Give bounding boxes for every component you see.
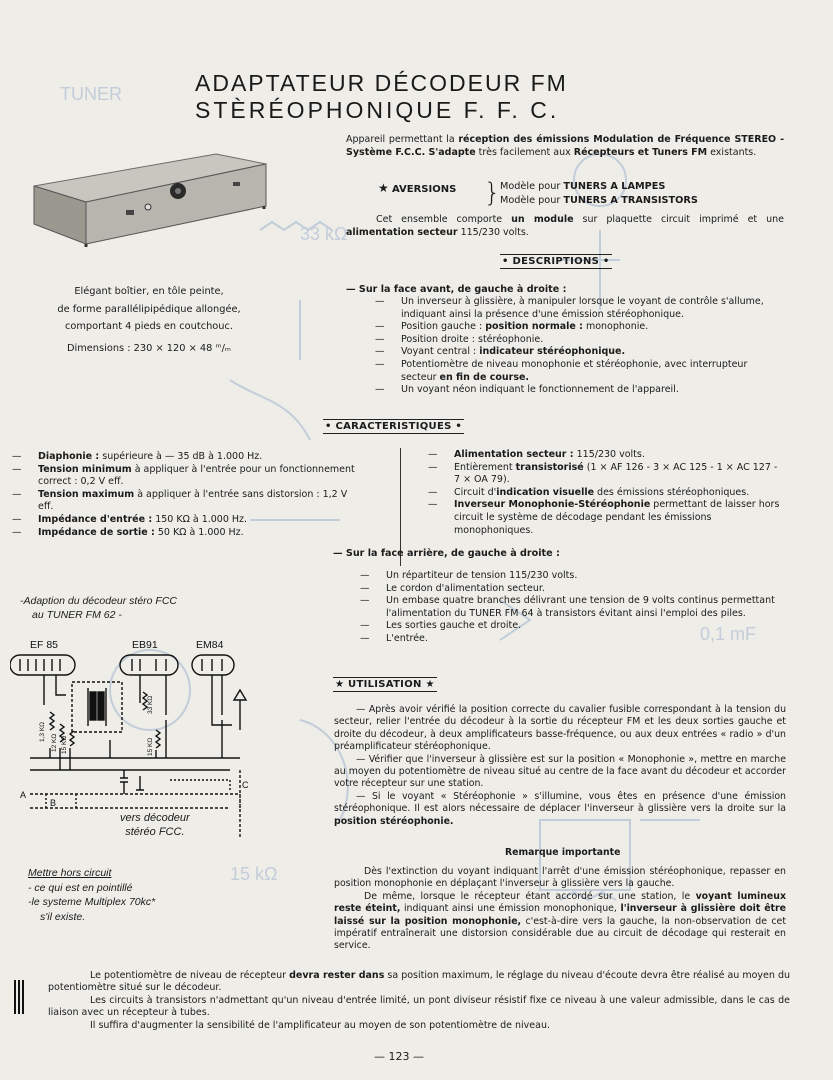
paragraph: — Si le voyant « Stéréophonie » s'illumine, vous êtes en présence d'une émission stéréophonique. Il est alors nécessaire de déplacer l'inverseur à glissière vers la droite sur la position stéréophonie.	[334, 790, 786, 827]
schematic-title-line: -Adaption du décodeur stéro FCC	[20, 595, 178, 607]
model-list	[500, 180, 698, 208]
spec-bold: Tension minimum	[38, 463, 132, 475]
spec-text: permettant de laisser hors circuit le système de décodage pendant les émissions monophoniques.	[454, 499, 780, 536]
remarque-title: Remarque importante	[505, 847, 621, 858]
caption-dimensions: Dimensions : 230 × 120 × 48 ᵐ/ₘ	[66, 342, 232, 354]
list-item	[375, 334, 785, 347]
ensemble-text: sur plaquette circuit imprimé et une	[573, 214, 784, 225]
spec-text: supérieure à — 35 dB à 1.000 Hz.	[99, 451, 263, 462]
paragraph-text: indiquant ainsi une émission monophonique,	[400, 903, 621, 915]
spec-text: Entièrement	[454, 461, 516, 473]
spec-text: 150 KΩ à 1.000 Hz.	[152, 513, 248, 525]
paragraph: — Après avoir vérifié la position correcte du cavalier fusible correspondant à la tension du secteur, relier l'entrée du décodeur à la sortie du récepteur FM et les deux sorties gauche et droite du décodeur, à deux amplificateurs basse-fréquence, ou aux deux entrées « radio » d'un préamplificateur stéréophonique.	[334, 704, 787, 753]
spec-bold: transistorisé	[515, 461, 584, 473]
resistor-label: 1,3 KΩ	[39, 721, 46, 742]
paragraph-bold: l'inverseur à glissière doit être laissé sur la position monophonie,	[334, 903, 787, 927]
spec-text: des émissions stéréophoniques.	[594, 486, 750, 498]
ensemble-text: Cet ensemble comporte	[376, 214, 512, 225]
list-item	[375, 296, 785, 321]
bleed-text: 15 kΩ	[230, 864, 278, 884]
remarque-text	[334, 866, 786, 953]
paragraph-text: c'est-à-dire vers la gauche, la non-observation de cet impératif entraînerait une distorsion considérable due au circuit de décodage qui resterait en service.	[334, 915, 786, 952]
spec-bold: Diaphonie :	[38, 451, 100, 462]
paragraph-text: Le potentiomètre de niveau de récepteur	[90, 970, 290, 981]
front-face-title: — Sur la face avant, de gauche à droite :	[346, 284, 567, 295]
model-text: Modèle pour	[500, 181, 564, 192]
caption-line: comportant 4 pieds en coutchouc.	[64, 321, 233, 332]
spec-item	[12, 451, 362, 464]
list-item	[375, 321, 785, 334]
caption-line: Elégant boîtier, en tôle peinte,	[74, 286, 224, 297]
spec-text: à appliquer à l'entrée sans distorsion : 1,2 V eff.	[38, 488, 348, 513]
item-text: Position droite : stéréophonie.	[401, 333, 544, 345]
specs-left-list	[12, 451, 362, 539]
spec-text: 50 KΩ à 1.000 Hz.	[154, 526, 244, 538]
intro-text: Appareil permettant la	[346, 134, 459, 145]
model-text: Modèle pour	[500, 195, 564, 206]
spec-text: (1 × AF 126 - 3 × AC 125 - 1 × AC 127 - 7 × OA 79).	[454, 461, 778, 486]
page-title	[195, 70, 568, 124]
front-face-list	[375, 296, 785, 397]
spec-item	[12, 489, 362, 514]
page-number: — 123 —	[374, 1050, 424, 1063]
item-text: Potentiomètre de niveau monophonie et stéréophonie, avec interrupteur secteur	[401, 358, 748, 383]
spec-text: à appliquer à l'entrée pour un fonctionnement correct : 0,2 V eff.	[38, 463, 355, 488]
bleed-text: TUNER	[60, 84, 122, 104]
spec-bold: Impédance d'entrée :	[38, 513, 153, 525]
resistor-label: 15 KΩ	[61, 735, 68, 754]
vers-line: stéréo FCC.	[125, 826, 185, 838]
brace-glyph: }	[484, 178, 501, 208]
item-text: Un voyant néon indiquant le fonctionnement de l'appareil.	[401, 384, 679, 396]
list-item	[375, 384, 785, 397]
intro-bold: Récepteurs et Tuners FM	[573, 146, 708, 158]
model-bold: TUNERS A LAMPES	[563, 181, 666, 192]
spec-text: 115/230 volts.	[573, 449, 645, 460]
model-bold: TUNERS A TRANSISTORS	[563, 195, 698, 206]
rear-face-title: — Sur la face arrière, de gauche à droite :	[333, 548, 560, 559]
paragraph: Les circuits à transistors n'admettant qu'un niveau d'entrée limité, un pont diviseur résistif fixe ce niveau à une valeur admissible, dans le cas de liaison avec un récepteur à tubes.	[48, 994, 790, 1019]
paragraph: Il suffira d'augmenter la sensibilité de l'amplificateur au moyen de son potentiomètre de niveau.	[90, 1019, 551, 1031]
paragraph-text: Si le voyant « Stéréophonie » s'illumine, vous êtes en présence d'une émission stéréophonique. Il est alors nécessaire de déplacer l'inverseur à glissière vers la droite sur la	[334, 790, 786, 815]
hors-circuit-note	[28, 866, 155, 924]
intro-text: très facilement aux	[475, 146, 574, 158]
item-bold: en fin de course.	[439, 371, 530, 383]
utilisation-text	[334, 704, 786, 828]
note-line: - ce qui est en pointillé	[28, 881, 133, 894]
spec-item	[428, 462, 783, 487]
spec-bold: Impédance de sortie :	[38, 526, 155, 538]
resistor-label: 12 KΩ	[51, 733, 58, 752]
spec-bold: Alimentation secteur :	[454, 449, 574, 460]
caracteristiques-heading: • CARACTERISTIQUES •	[325, 421, 463, 432]
schematic-title-line: au TUNER FM 62 -	[32, 609, 122, 621]
title-line-2: STÈRÉOPHONIQUE F. F. C.	[195, 97, 560, 123]
bottom-notes	[48, 970, 790, 1032]
spec-item	[428, 487, 783, 500]
margin-bars	[13, 980, 25, 1014]
bleed-text: 0,1 mF	[700, 624, 757, 644]
node-label: A	[20, 790, 27, 800]
item-text: Un inverseur à glissière, à manipuler lorsque le voyant de contrôle s'allume, indiquant ainsi la présence d'une émission stéréophonique.	[401, 296, 764, 320]
note-line: -le systeme Multiplex 70kc*	[28, 896, 156, 908]
item-text: Position gauche :	[401, 321, 486, 333]
descriptions-heading: • DESCRIPTIONS •	[502, 256, 610, 267]
tube-label-eb91: EB91	[132, 639, 158, 651]
intro-bold: réception des émissions Modulation de Fréquence STEREO - Système F.C.C. S'adapte	[346, 134, 785, 158]
paragraph-bold: devra rester dans	[289, 970, 385, 981]
resistor-label: 15 KΩ	[147, 737, 154, 756]
model-item	[500, 180, 698, 194]
aversions-label	[378, 181, 456, 195]
schematic-title	[20, 594, 177, 622]
spec-bold: indication visuelle	[496, 486, 595, 498]
paragraph-text: Après avoir vérifié la position correcte du cavalier fusible correspondant à la tension du secteur, relier l'entrée du décodeur à la sortie du récepteur FM et les deux sorties gauche et droite du décodeur, à deux amplificateurs basse-fréquence, ou aux deux entrées « radio » d'un préamplificateur stéréophonique.	[334, 704, 787, 753]
item-bold: position normale :	[485, 321, 583, 333]
spec-bold: Inverseur Monophonie-Stéréophonie	[454, 499, 651, 511]
caption-line: de forme parallélipipédique allongée,	[57, 303, 241, 315]
list-item: — L'entrée.	[360, 633, 785, 646]
ensemble-text: 115/230 volts.	[457, 226, 529, 238]
list-item	[375, 359, 785, 384]
product-photo	[28, 148, 268, 248]
title-line-1: ADAPTATEUR DÉCODEUR FM	[195, 70, 568, 96]
paragraph-text: Vérifier que l'inverseur à glissière est sur la position « Monophonie », mettre en marche au moyen du potentiomètre de niveau situé au centre de la face avant du décodeur et accorder votre récepteur sur une station.	[334, 753, 786, 790]
bleed-text: 33 kΩ	[300, 224, 348, 244]
star-icon: ★	[378, 181, 389, 195]
schematic-destination	[120, 811, 190, 839]
ensemble-bold: alimentation secteur	[346, 226, 458, 238]
specs-right-list	[428, 449, 783, 537]
list-item: — Un répartiteur de tension 115/230 volts.	[360, 570, 785, 583]
paragraph: Dès l'extinction du voyant indiquant l'arrêt d'une émission stéréophonique, repasser en position monophonie en déplaçant l'inverseur à glissière vers la gauche.	[334, 866, 786, 890]
model-item	[500, 194, 698, 208]
note-line: s'il existe.	[40, 910, 86, 923]
paragraph	[334, 891, 786, 953]
spec-text: Circuit d'	[454, 486, 497, 498]
note-title: Mettre hors circuit	[28, 867, 112, 879]
paragraph-bold: voyant lumineux reste éteint,	[334, 890, 786, 915]
vers-line: vers décodeur	[120, 812, 190, 824]
list-item: — Un embase quatre branches délivrant une tension de 9 volts continus permettant l'alimentation du TUNER FM 64 à transistors évitant ainsi l'emploi des piles.	[360, 595, 785, 620]
paragraph-text: De même, lorsque le récepteur étant accordé sur une station, le	[364, 890, 696, 902]
ensemble-bold: un module	[511, 214, 574, 225]
spec-item	[428, 499, 783, 537]
item-bold: indicateur stéréophonique.	[479, 346, 626, 358]
list-item	[375, 346, 785, 359]
item-text: monophonie.	[582, 321, 649, 333]
aversions-text: AVERSIONS	[391, 184, 457, 195]
node-label: C	[242, 780, 249, 790]
rear-face-list	[360, 570, 785, 646]
list-item: — Les sorties gauche et droite.	[360, 620, 785, 633]
ensemble-paragraph	[346, 214, 784, 239]
spec-item	[12, 527, 362, 540]
intro-text: existants.	[707, 146, 757, 158]
utilisation-heading: ★ UTILISATION ★	[335, 679, 435, 690]
node-label: B	[50, 798, 57, 808]
item-text: Voyant central :	[401, 346, 480, 358]
spec-item	[12, 514, 362, 527]
list-item: — Le cordon d'alimentation secteur.	[360, 583, 785, 596]
spec-item	[428, 449, 783, 462]
paragraph: — Vérifier que l'inverseur à glissière est sur la position « Monophonie », mettre en marche au moyen du potentiomètre de niveau situé au centre de la face avant du décodeur et accorder votre récepteur sur une station.	[334, 753, 786, 790]
paragraph-text: sa position maximum, le réglage du niveau d'écoute devra être réalisé au moyen du potentiomètre situé sur le décodeur.	[48, 970, 791, 994]
paragraph	[48, 970, 790, 995]
spec-item	[12, 464, 362, 489]
photo-caption	[18, 283, 280, 357]
intro-paragraph	[346, 134, 784, 159]
paragraph-bold: position stéréophonie.	[334, 815, 454, 827]
tube-label-ef85: EF 85	[30, 639, 59, 651]
resistor-label: 33 KΩ	[147, 695, 154, 714]
tube-label-em84: EM84	[196, 639, 224, 651]
spec-bold: Tension maximum	[38, 488, 135, 500]
